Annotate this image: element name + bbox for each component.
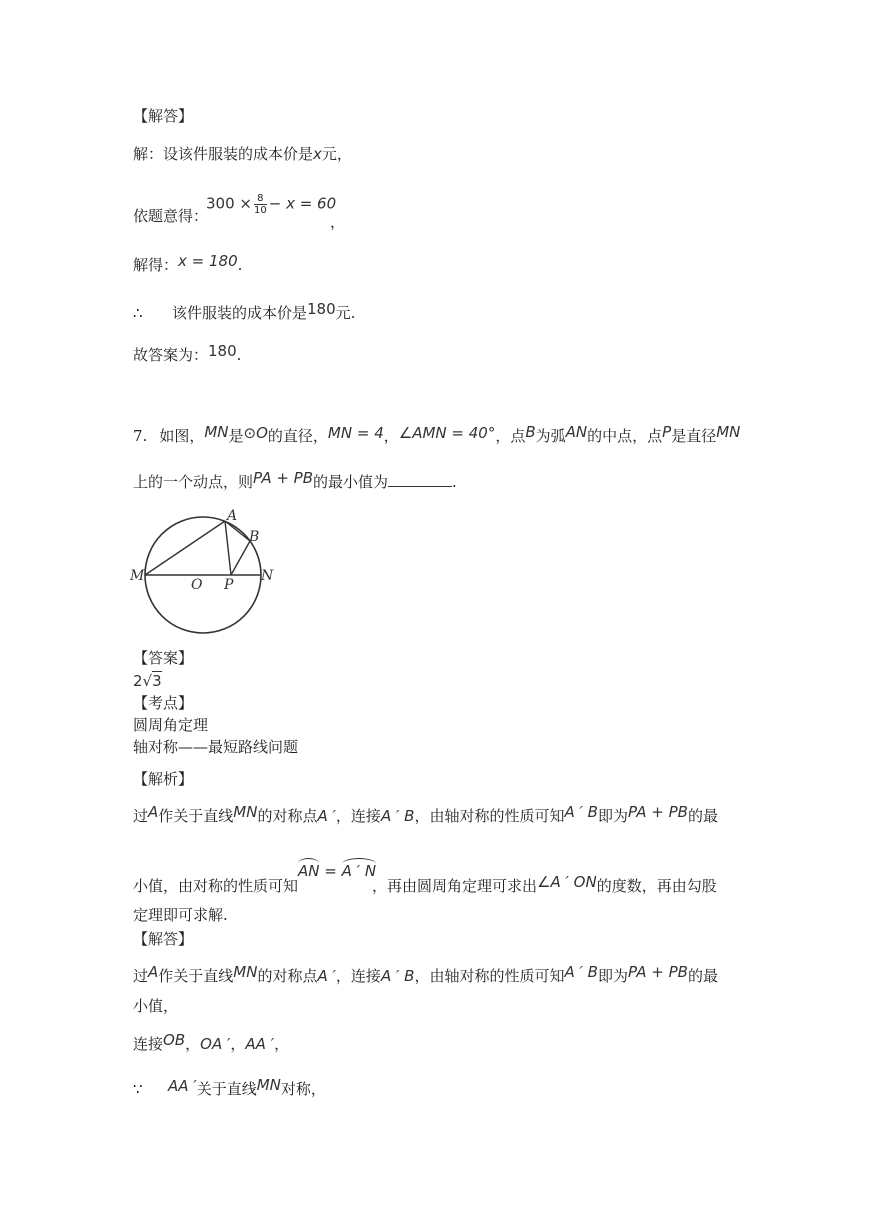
math-expr: MN = 4 xyxy=(327,424,384,442)
text: 为弧 xyxy=(535,427,566,445)
text: 故答案为： xyxy=(133,346,209,364)
arc-a-prime-n: A ′ N xyxy=(342,858,376,881)
solution2-line-4-text xyxy=(168,1076,326,1099)
math-op: × xyxy=(239,194,252,213)
text: . xyxy=(452,473,457,491)
label-o: O xyxy=(191,577,203,593)
math-var: A ′ B xyxy=(564,963,598,981)
math-num: 300 xyxy=(206,194,235,213)
question-7-line-2 xyxy=(133,469,457,492)
math-expr: x = 180 xyxy=(178,252,238,270)
text: 的对称点 xyxy=(257,807,318,825)
math-num: 3 xyxy=(152,672,162,690)
therefore-symbol: ∴ xyxy=(133,304,143,322)
label-a: A xyxy=(227,508,238,524)
kaodian-heading: 【考点】 xyxy=(133,694,194,712)
label-n: N xyxy=(261,568,274,584)
circle-figure xyxy=(125,505,285,645)
text: ， xyxy=(185,1035,201,1053)
math-expr: PA + PB xyxy=(253,469,314,487)
text: 依题意得： xyxy=(133,207,209,225)
solution-heading-2: 【解答】 xyxy=(133,930,194,948)
text: ， xyxy=(230,1035,246,1053)
solution2-line-2: 小值， xyxy=(133,997,179,1015)
text: 的中点，点 xyxy=(587,427,663,445)
solution-line-3 xyxy=(133,252,243,275)
text: 作关于直线 xyxy=(158,967,234,985)
label-m: M xyxy=(130,568,145,584)
math-expr: PA + PB xyxy=(627,963,688,981)
text: 关于直线 xyxy=(196,1080,257,1098)
text: ， xyxy=(274,1035,290,1053)
math-var: AN xyxy=(565,423,588,441)
math-var: B xyxy=(525,423,536,441)
text: 的最小值为 xyxy=(313,473,389,491)
kaodian-item: 轴对称——最短路线问题 xyxy=(133,738,299,756)
solution2-line-1 xyxy=(133,963,718,986)
text: 过 xyxy=(133,967,149,985)
text: 如图， xyxy=(159,427,205,445)
fraction-numerator: 8 xyxy=(254,193,267,205)
math-num: 2 xyxy=(133,672,143,690)
math-var: A xyxy=(148,803,159,821)
angle-expr: ∠A ′ ON xyxy=(537,873,597,891)
solution-line-4 xyxy=(133,303,143,323)
circle-symbol: ⊙ xyxy=(243,424,257,442)
text: 小值，由对称的性质可知 xyxy=(133,877,299,895)
text: ，连接 xyxy=(335,967,381,985)
solution-line-1 xyxy=(133,144,352,164)
text: ，由轴对称的性质可知 xyxy=(414,967,565,985)
text: 的对称点 xyxy=(257,967,318,985)
math-var: MN xyxy=(204,423,229,441)
text: 元. xyxy=(335,304,356,322)
solution-line-2 xyxy=(133,206,208,226)
text: 是 xyxy=(228,427,244,445)
arc-equation xyxy=(298,858,376,881)
text: 即为 xyxy=(597,807,628,825)
text: ，连接 xyxy=(335,807,381,825)
math-var: OB xyxy=(163,1031,186,1049)
math-var: AA ′ xyxy=(168,1077,197,1095)
math-var: MN xyxy=(233,803,258,821)
text: ，再由圆周角定理可求出 xyxy=(372,877,538,895)
label-p: P xyxy=(224,577,234,593)
text: 解：设该件服装的成本价是 xyxy=(133,145,314,163)
math-var: MN xyxy=(233,963,258,981)
answer-blank xyxy=(388,472,452,487)
answer-heading: 【答案】 xyxy=(133,649,194,667)
question-7-line-1 xyxy=(133,423,741,446)
because-symbol: ∵ xyxy=(133,1080,143,1098)
math-expr: PA + PB xyxy=(627,803,688,821)
analysis-line-1 xyxy=(133,803,718,826)
segment-ma xyxy=(145,521,225,575)
solution2-line-3 xyxy=(133,1031,290,1054)
text: 连接 xyxy=(133,1035,164,1053)
analysis-line-2-rest xyxy=(372,873,717,896)
arc-an: AN xyxy=(298,858,319,881)
text: 的直径， xyxy=(267,427,328,445)
text: 的最 xyxy=(687,807,718,825)
text: 的最 xyxy=(687,967,718,985)
math-var: OA ′ xyxy=(200,1035,231,1053)
text: ， xyxy=(383,427,399,445)
math-var: A ′ xyxy=(317,967,336,985)
angle-expr: ∠AMN = 40° xyxy=(398,424,496,442)
text: 元， xyxy=(321,145,352,163)
analysis-line-3: 定理即可求解. xyxy=(133,906,228,924)
comma: ， xyxy=(330,213,346,231)
segment-ab xyxy=(225,521,250,541)
solution-line-5 xyxy=(133,342,242,365)
text: 该件服装的成本价是 xyxy=(172,304,308,322)
answer-value xyxy=(133,671,162,691)
math-var: A ′ xyxy=(317,807,336,825)
math-var: A ′ B xyxy=(380,807,415,825)
math-var: x xyxy=(313,145,322,163)
text: 即为 xyxy=(597,967,628,985)
segment-pb xyxy=(231,541,250,575)
fraction-denominator: 10 xyxy=(254,205,267,216)
math-var: A ′ B xyxy=(380,967,415,985)
text: . xyxy=(237,256,243,274)
kaodian-item: 圆周角定理 xyxy=(133,716,209,734)
math-num: 180 xyxy=(307,300,336,318)
solution-line-4-text xyxy=(172,300,356,323)
text: 上的一个动点，则 xyxy=(133,473,254,491)
math-expr: − x = 60 xyxy=(268,194,337,213)
analysis-heading: 【解析】 xyxy=(133,770,194,788)
math-var: P xyxy=(662,423,672,441)
text: . xyxy=(236,346,242,364)
text: ，由轴对称的性质可知 xyxy=(414,807,565,825)
equation xyxy=(206,193,336,216)
math-var: A ′ B xyxy=(564,803,598,821)
sqrt-symbol: √ xyxy=(142,672,153,690)
text: 作关于直线 xyxy=(158,807,234,825)
math-var: AA ′ xyxy=(245,1035,275,1053)
text: 过 xyxy=(133,807,149,825)
solution-heading: 【解答】 xyxy=(133,107,194,125)
analysis-line-2 xyxy=(133,876,298,896)
math-var: MN xyxy=(256,1076,281,1094)
math-op: = xyxy=(324,862,337,880)
text: 对称， xyxy=(280,1080,326,1098)
fraction xyxy=(254,193,267,216)
label-b: B xyxy=(249,529,260,545)
text: 是直径 xyxy=(671,427,717,445)
math-var: A xyxy=(148,963,159,981)
text: 解得： xyxy=(133,256,179,274)
segment-ap xyxy=(225,521,231,575)
math-var: O xyxy=(256,424,268,442)
math-var: MN xyxy=(716,423,741,441)
text: ，点 xyxy=(495,427,526,445)
math-num: 180 xyxy=(208,342,237,360)
solution2-line-4 xyxy=(133,1079,143,1099)
text: 的度数，再由勾股 xyxy=(596,877,717,895)
question-number: 7. xyxy=(133,427,148,445)
